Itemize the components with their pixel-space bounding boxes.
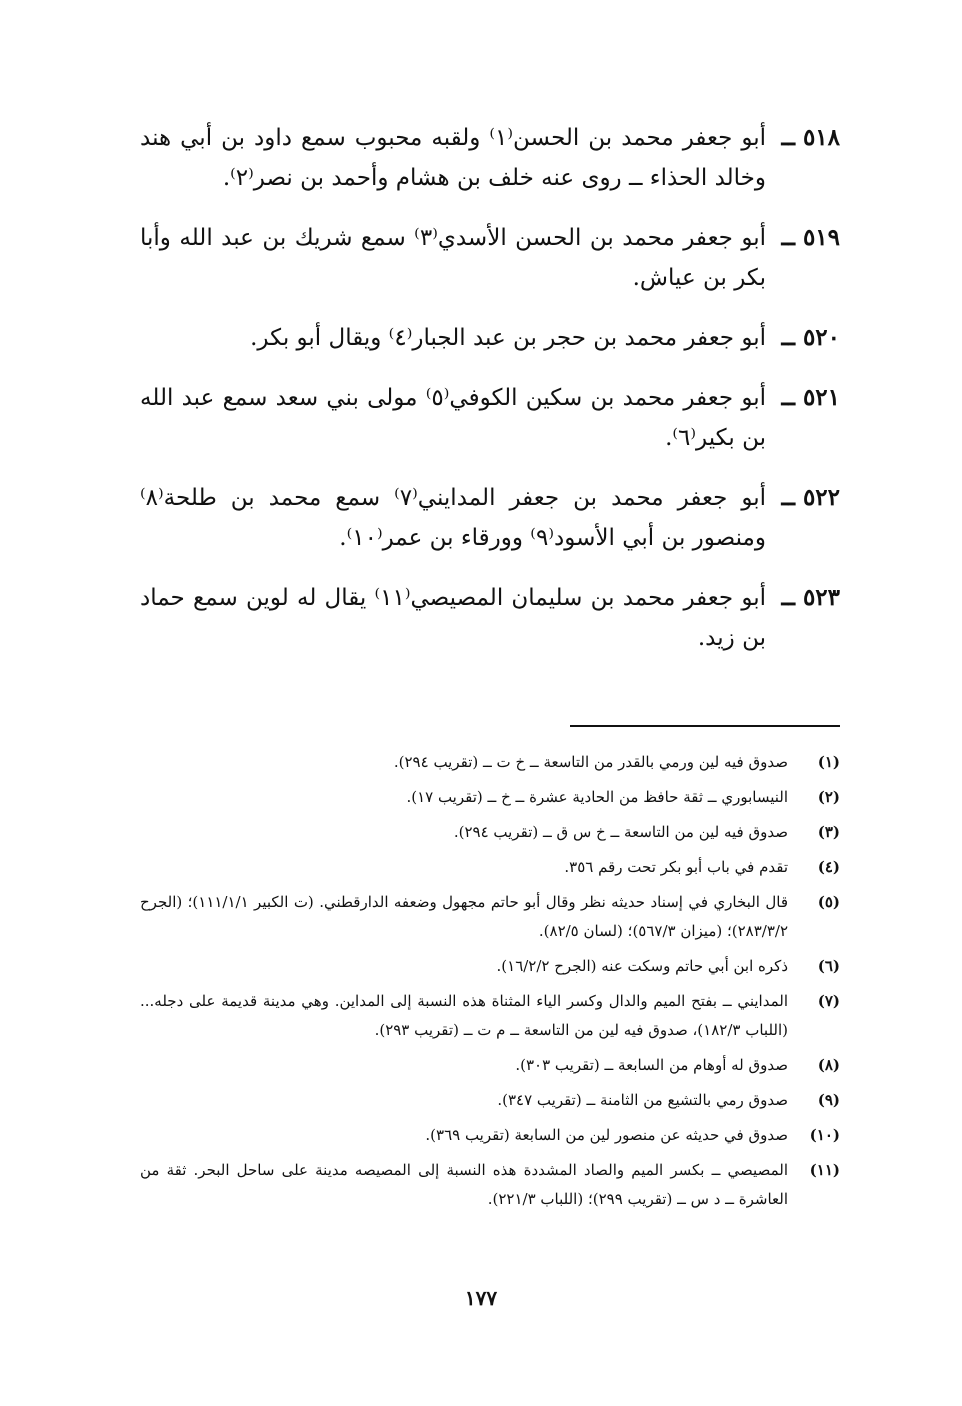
footnote-3: [140, 818, 840, 847]
entry-text: أبو جعفر محمد بن جعفر المدايني⁽٧⁾ سمع محمد بن طلحة⁽٨⁾ ومنصور بن أبي الأسود⁽٩⁾ وورقاء بن عمر⁽١٠⁾.: [140, 485, 766, 551]
footnote-1: [140, 748, 840, 777]
entries-list: [140, 118, 840, 678]
entry-number: ٥٢٠ ــ: [781, 324, 840, 351]
footnote-9: [140, 1086, 840, 1115]
footnote-6: [140, 952, 840, 981]
footnote-text: تقدم في باب أبو بكر تحت رقم ٣٥٦.: [564, 858, 788, 876]
footnote-5: [140, 888, 840, 946]
entry-text: أبو جعفر محمد بن الحسن الأسدي⁽٣⁾ سمع شريك بن عبد الله وأبا بكر بن عياش.: [140, 225, 767, 291]
footnote-number: (١٠): [809, 1126, 840, 1144]
footnote-text: المدايني ــ بفتح الميم والدال وكسر الياء المثناة هذه النسبة إلى المداين. وهي مدينة قديمة على دجله... (اللباب ١٨٢/٣)، صدوق فيه لين من التاسعة ــ م ت ــ (تقريب ٢٩٣).: [140, 992, 788, 1039]
footnote-4: [140, 853, 840, 882]
entry-text: أبو جعفر محمد بن سكين الكوفي⁽٥⁾ مولى بني سعد سمع عبد الله بن بكير⁽٦⁾.: [140, 385, 766, 451]
entry-521: [140, 378, 840, 458]
footnote-number: (٩): [817, 1091, 840, 1109]
footnotes-list: [140, 748, 840, 1220]
entry-number: ٥١٨ ــ: [781, 124, 840, 151]
entry-number: ٥٢٢ ــ: [781, 484, 840, 511]
footnote-7: [140, 987, 840, 1045]
footnote-number: (٧): [817, 992, 840, 1010]
footnote-number: (٣): [817, 823, 840, 841]
footnote-number: (٨): [817, 1056, 840, 1074]
footnote-divider: [570, 725, 840, 727]
footnote-text: المصيصي ــ بكسر الميم والصاد المشددة هذه النسبة إلى المصيصه مدينة على ساحل البحر. ثقة من العاشرة ــ د س ــ (تقريب ٢٩٩)؛ (اللباب ٢٢١/٣).: [140, 1161, 789, 1208]
footnote-text: صدوق فيه لين من التاسعة ــ خ س ق ــ (تقريب ٢٩٤).: [453, 823, 788, 841]
footnote-number: (٢): [817, 788, 840, 806]
entry-text: أبو جعفر محمد بن الحسن⁽١⁾ ولقبه محبوب سمع داود بن أبي هند وخالد الحذاء ــ روى عنه خلف بن هشام وأحمد بن نصر⁽٢⁾.: [140, 125, 767, 191]
entry-number: ٥٢٣ ــ: [781, 584, 840, 611]
entry-518: [140, 118, 840, 198]
footnote-text: صدوق رمي بالتشيع من الثامنة ــ (تقريب ٣٤٧).: [497, 1091, 788, 1109]
entry-text: أبو جعفر محمد بن سليمان المصيصي⁽١١⁾ يقال له لوين سمع حماد بن زيد.: [140, 585, 766, 651]
footnote-text: صدوق له أوهام من السابعة ــ (تقريب ٣٠٣).: [515, 1056, 788, 1074]
footnote-11: [140, 1156, 840, 1214]
footnote-text: النيسابوري ــ ثقة حافظ من الحادية عشرة ــ خ ــ (تقريب ١٧).: [406, 788, 788, 806]
footnote-number: (١): [817, 753, 840, 771]
footnote-text: قال البخاري في إسناد حديثه نظر وقال أبو حاتم مجهول وضعفه الدارقطني. (ت الكبير ١١١/١/١)؛ (الجرح ٢٨٣/٣/٢)؛ (ميزان ٥٦٧/٣)؛ (لسان ٨٢/٥).: [140, 893, 788, 940]
entry-519: [140, 218, 840, 298]
entry-text: أبو جعفر محمد بن حجر بن عبد الجبار⁽٤⁾ ويقال أبو بكر.: [250, 325, 766, 351]
entry-523: [140, 578, 840, 658]
entry-520: [140, 318, 840, 358]
footnote-number: (٦): [817, 957, 840, 975]
entry-number: ٥٢١ ــ: [781, 384, 840, 411]
footnote-10: [140, 1121, 840, 1150]
footnote-number: (٤): [817, 858, 840, 876]
footnote-2: [140, 783, 840, 812]
footnote-8: [140, 1051, 840, 1080]
footnote-number: (٥): [817, 893, 840, 911]
entry-number: ٥١٩ ــ: [781, 224, 840, 251]
footnote-text: صدوق فيه لين ورمي بالقدر من التاسعة ــ خ ت ــ (تقريب ٢٩٤).: [393, 753, 788, 771]
footnote-text: صدوق في حديثه عن منصور لين من السابعة (تقريب ٣٦٩).: [425, 1126, 788, 1144]
page-number: ١٧٧: [464, 1286, 498, 1310]
footnote-number: (١١): [809, 1161, 840, 1179]
entry-522: [140, 478, 840, 558]
footnote-text: ذكره ابن أبي حاتم وسكت عنه (الجرح ١٦/٢/٢).: [496, 957, 788, 975]
